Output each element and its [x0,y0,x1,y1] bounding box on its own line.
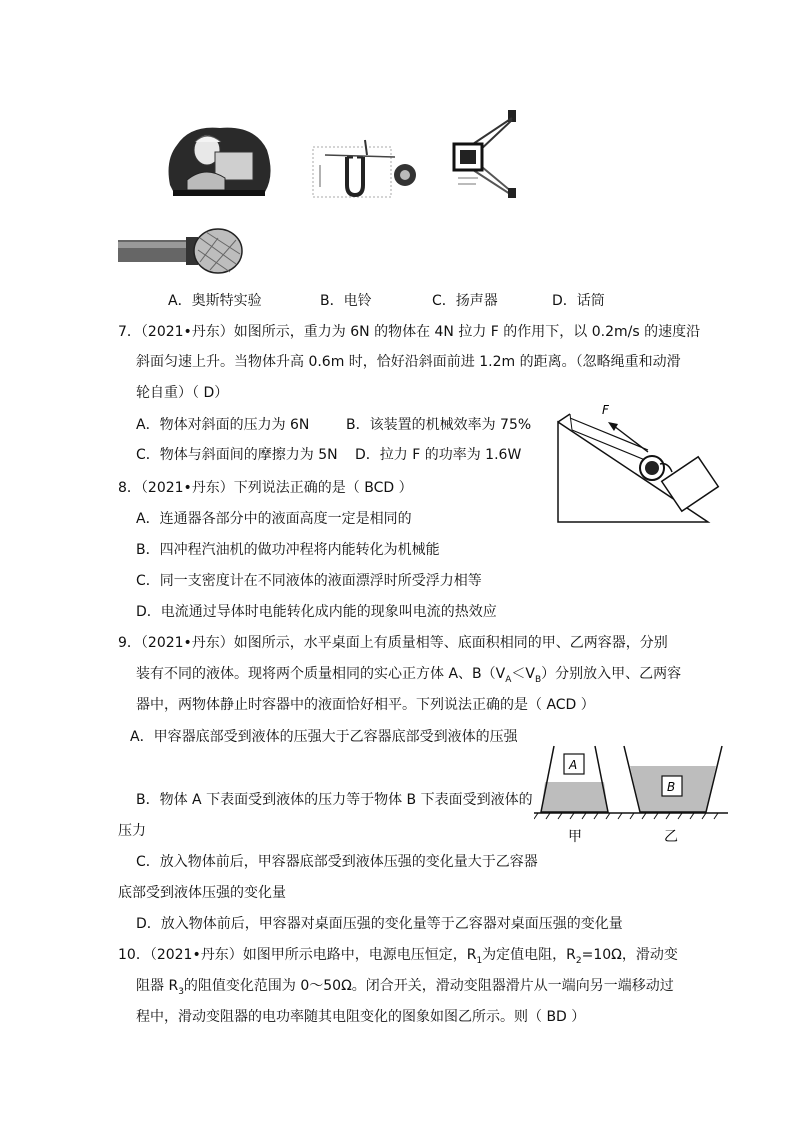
q8-option-a: A．连通器各部分中的液面高度一定是相同的 [136,511,412,527]
q7-option-d: D．拉力 F 的功率为 1.6W [355,447,522,463]
q10-stem-line2: 阻器 $R_3$的阻值变化范围为 0～50Ω。闭合开关，滑动变阻器滑片从一端向另一端移动过 [136,978,674,997]
inclined-plane-pulley-figure [556,398,728,524]
q7-stem-line1: 7．（2021•丹东）如图所示，重力为 6N 的物体在 4N 拉力 F 的作用下，以 0.2m/s 的速度沿 [118,324,701,340]
q8-option-c: C．同一支密度计在不同液体的液面漂浮时所受浮力相等 [136,573,482,589]
q6-option-b: B．电铃 [320,293,372,309]
q10-stem-line1: 10．（2021•丹东）如图甲所示电路中，电源电压恒定，$R_1$为定值电阻，$R_2=10\Omega$，滑动变 [118,947,678,966]
q9-stem-line1: 9．（2021•丹东）如图所示，水平桌面上有质量相等、底面积相同的甲、乙两容器，分别 [118,635,668,651]
q9-stem-line3: 器中，两物体静止时容器中的液面恰好相平。下列说法正确的是（ ACD ） [136,697,595,713]
q6-option-d: D．话筒 [552,293,605,309]
loudspeaker-figure [448,108,523,200]
q7-stem-line3: 轮自重）（ D） [136,385,229,401]
q6-option-c: C．扬声器 [432,293,498,309]
q7-stem-line2: 斜面匀速上升。当物体升高 0.6m 时，恰好沿斜面前进 1.2m 的距离。（忽略绳重和动滑 [136,354,681,370]
cube-b-label: B [667,780,676,794]
electric-bell-figure [305,135,420,205]
oersted-experiment-figure [165,120,275,200]
microphone-figure [118,228,248,278]
q9-option-a: A．甲容器底部受到液体的压强大于乙容器底部受到液体的压强 [130,729,518,745]
q7-option-a: A．物体对斜面的压力为 6N [136,417,310,433]
q9-stem-line2: 装有不同的液体。现将两个质量相同的实心正方体 A、$B(V_A<V_B)$分别放入甲、乙两容 [136,666,682,685]
container-yi-label: 乙 [664,829,678,845]
cube-a-label: A [569,758,578,772]
q7-option-b: B．该装置的机械效率为 75% [346,417,532,433]
q9-option-c-line2: 底部受到液体压强的变化量 [118,885,286,901]
q8-stem: 8．（2021•丹东）下列说法正确的是（ BCD ） [118,480,413,496]
container-jia-label: 甲 [568,829,582,845]
q9-option-d: D．放入物体前后，甲容器对桌面压强的变化量等于乙容器对桌面压强的变化量 [136,916,623,932]
q10-stem-line3: 程中，滑动变阻器的电功率随其电阻变化的图象如图乙所示。则（ BD ） [136,1009,586,1025]
q6-option-a: A．奥斯特实验 [168,293,262,309]
q9-option-b-line1: B．物体 A 下表面受到液体的压力等于物体 B 下表面受到液体的 [136,792,533,808]
q9-option-c-line1: C．放入物体前后，甲容器底部受到液体压强的变化量大于乙容器 [136,854,538,870]
q8-option-d: D．电流通过导体时电能转化成内能的现象叫电流的热效应 [136,604,497,620]
two-containers-figure [534,742,729,850]
force-f-label: F [602,403,609,417]
q9-option-b-line2: 压力 [118,823,146,839]
q7-option-c: C．物体与斜面间的摩擦力为 5N [136,447,338,463]
q8-option-b: B．四冲程汽油机的做功冲程将内能转化为机械能 [136,542,440,558]
